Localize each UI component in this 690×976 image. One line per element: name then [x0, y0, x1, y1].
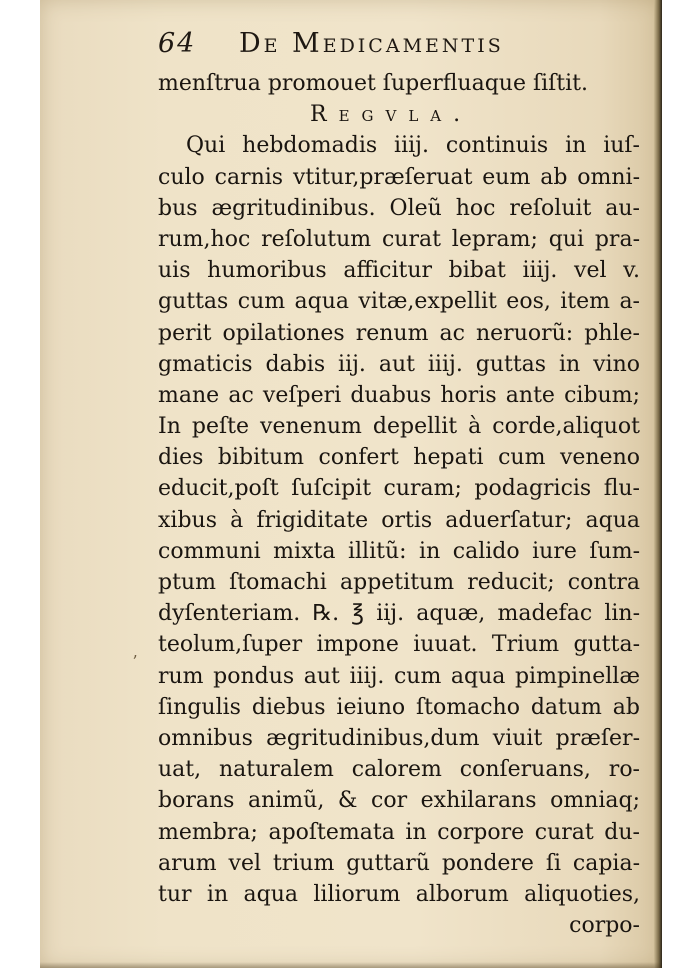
text-line: bus ægritudinibus. Oleũ hoc reſoluit au- [158, 195, 640, 221]
page-edge-shadow [654, 0, 662, 968]
text-line: Qui hebdomadis iiij. continuis in iuſ- [186, 133, 640, 159]
text-line: communi mixta illitũ: in calido iure ſum- [158, 538, 640, 564]
text-line: membra; apoſtemata in corpore curat du- [158, 819, 640, 845]
text-line: mane ac veſperi duabus horis ante cibum; [158, 382, 640, 408]
text-line: uat, naturalem calorem conſeruans, ro- [158, 757, 640, 783]
text-line: guttas cum aqua vitæ,expellit eos, item a- [158, 289, 640, 315]
text-line: rum pondus aut iiij. cum aqua pimpinellæ [158, 663, 640, 689]
running-head [158, 28, 504, 59]
text-line: ſingulis diebus ieiuno ſtomacho datum ab [158, 694, 640, 720]
text-line: culo carnis vtitur,præſeruat eum ab omni- [158, 164, 640, 190]
book-page [40, 0, 662, 968]
page-number: 64 [158, 28, 197, 59]
text-line: rum,hoc reſolutum curat lepram; qui pra- [158, 226, 640, 252]
text-line: tur in aqua liliorum alborum aliquoties, [158, 881, 640, 907]
text-line: ptum ſtomachi appetitum reducit; contra [158, 570, 640, 595]
text-line: dyſenteriam. ℞. ℥ iij. aquæ, madefac lin- [158, 601, 640, 627]
text-line: arum vel trium guttarũ pondere ſi capia- [158, 850, 640, 876]
text-line: perit opilationes renum ac neruorũ: phle- [158, 320, 640, 346]
running-title: De Medicamentis [238, 28, 504, 59]
section-heading: Regvla. [310, 102, 473, 128]
text-line: omnibus ægritudinibus,dum viuit præſer- [158, 725, 640, 751]
text-line: gmaticis dabis iij. aut iiij. guttas in vino [158, 351, 640, 377]
catchword: corpo- [569, 913, 640, 939]
text-line: educit,poſt ſuſcipit curam; podagricis flu- [158, 476, 640, 502]
text-line: uis humoribus afficitur bibat iiij. vel v. [158, 258, 640, 284]
text-line: teolum,ſuper impone iuuat. Trium gutta- [158, 632, 640, 658]
page-bottom-shadow [40, 962, 662, 968]
text-line: In peſte venenum depellit à corde,aliquot [158, 414, 640, 440]
text-line: borans animũ, & cor exhilarans omniaq; [158, 788, 640, 814]
text-line: xibus à frigiditate ortis aduerſatur; aqua [158, 507, 640, 533]
text-line: dies bibitum confert hepati cum veneno [158, 445, 640, 471]
text-block [158, 68, 640, 941]
margin-tick-mark: ʼ [132, 652, 138, 671]
text-line: menſtrua promouet ſuperfluaque ſiſtit. [158, 71, 588, 96]
